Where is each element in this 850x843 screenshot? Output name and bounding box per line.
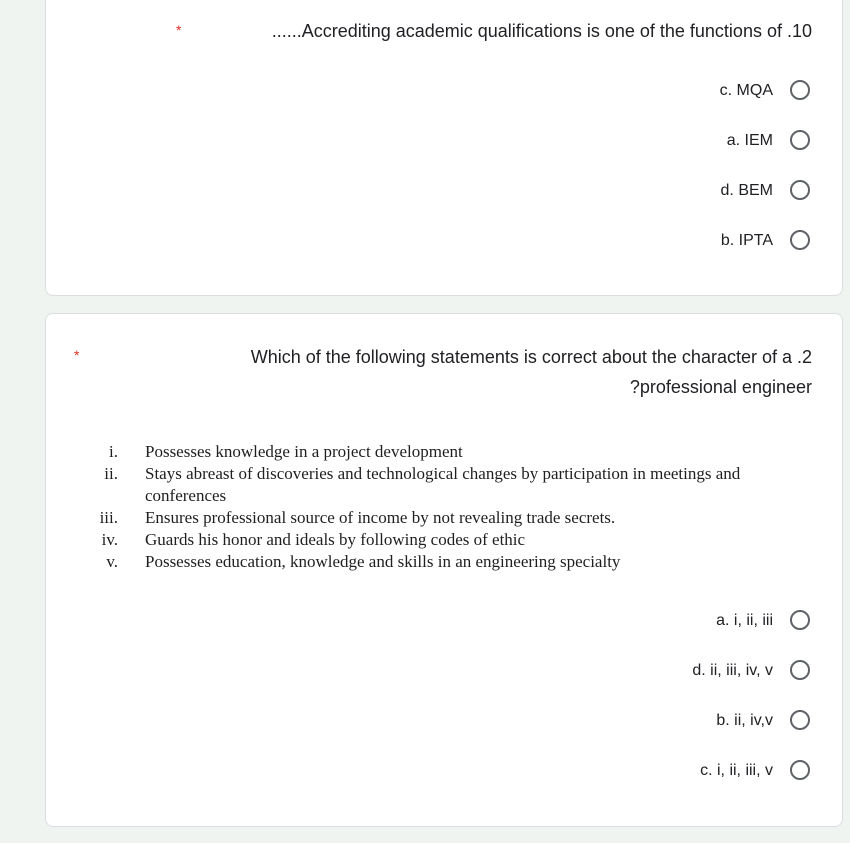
radio-button[interactable] [790,760,810,780]
statement-number: v. [106,552,118,571]
statement-number: iii. [99,508,118,527]
option-label: b. ii, iv,v [716,712,773,729]
statement-number: ii. [104,464,118,483]
statement-text: Possesses knowledge in a project development [145,442,463,461]
option-label: a. IEM [726,132,773,149]
question-title-10: ......Accrediting academic qualifications is one of the functions of .10 [271,21,812,41]
question-title-2-line2: ?professional engineer [629,377,812,397]
option-label: c. MQA [719,82,773,99]
radio-button[interactable] [790,80,810,100]
question-title-2-line1: Which of the following statements is correct about the character of a .2 [250,347,812,367]
radio-button[interactable] [790,230,810,250]
radio-button[interactable] [790,130,810,150]
statement-text: Guards his honor and ideals by following codes of ethic [145,530,526,549]
option-label: c. i, ii, iii, v [700,762,773,779]
statement-number: i. [109,442,118,461]
radio-button[interactable] [790,180,810,200]
radio-button[interactable] [790,660,810,680]
required-asterisk: * [176,22,182,38]
radio-button[interactable] [790,710,810,730]
question-card-10 [45,0,843,296]
statement-number: iv. [101,530,118,549]
radio-button[interactable] [790,610,810,630]
required-asterisk: * [74,347,80,363]
statement-text: Stays abreast of discoveries and technological changes by participation in meetings and conferences [145,464,741,505]
option-label: b. IPTA [720,232,773,249]
option-label: a. i, ii, iii [716,612,773,629]
statement-text: Possesses education, knowledge and skills in an engineering specialty [145,552,621,571]
option-label: d. BEM [720,182,773,199]
statement-text: Ensures professional source of income by not revealing trade secrets. [145,508,616,527]
option-label: d. ii, iii, iv, v [692,662,773,679]
